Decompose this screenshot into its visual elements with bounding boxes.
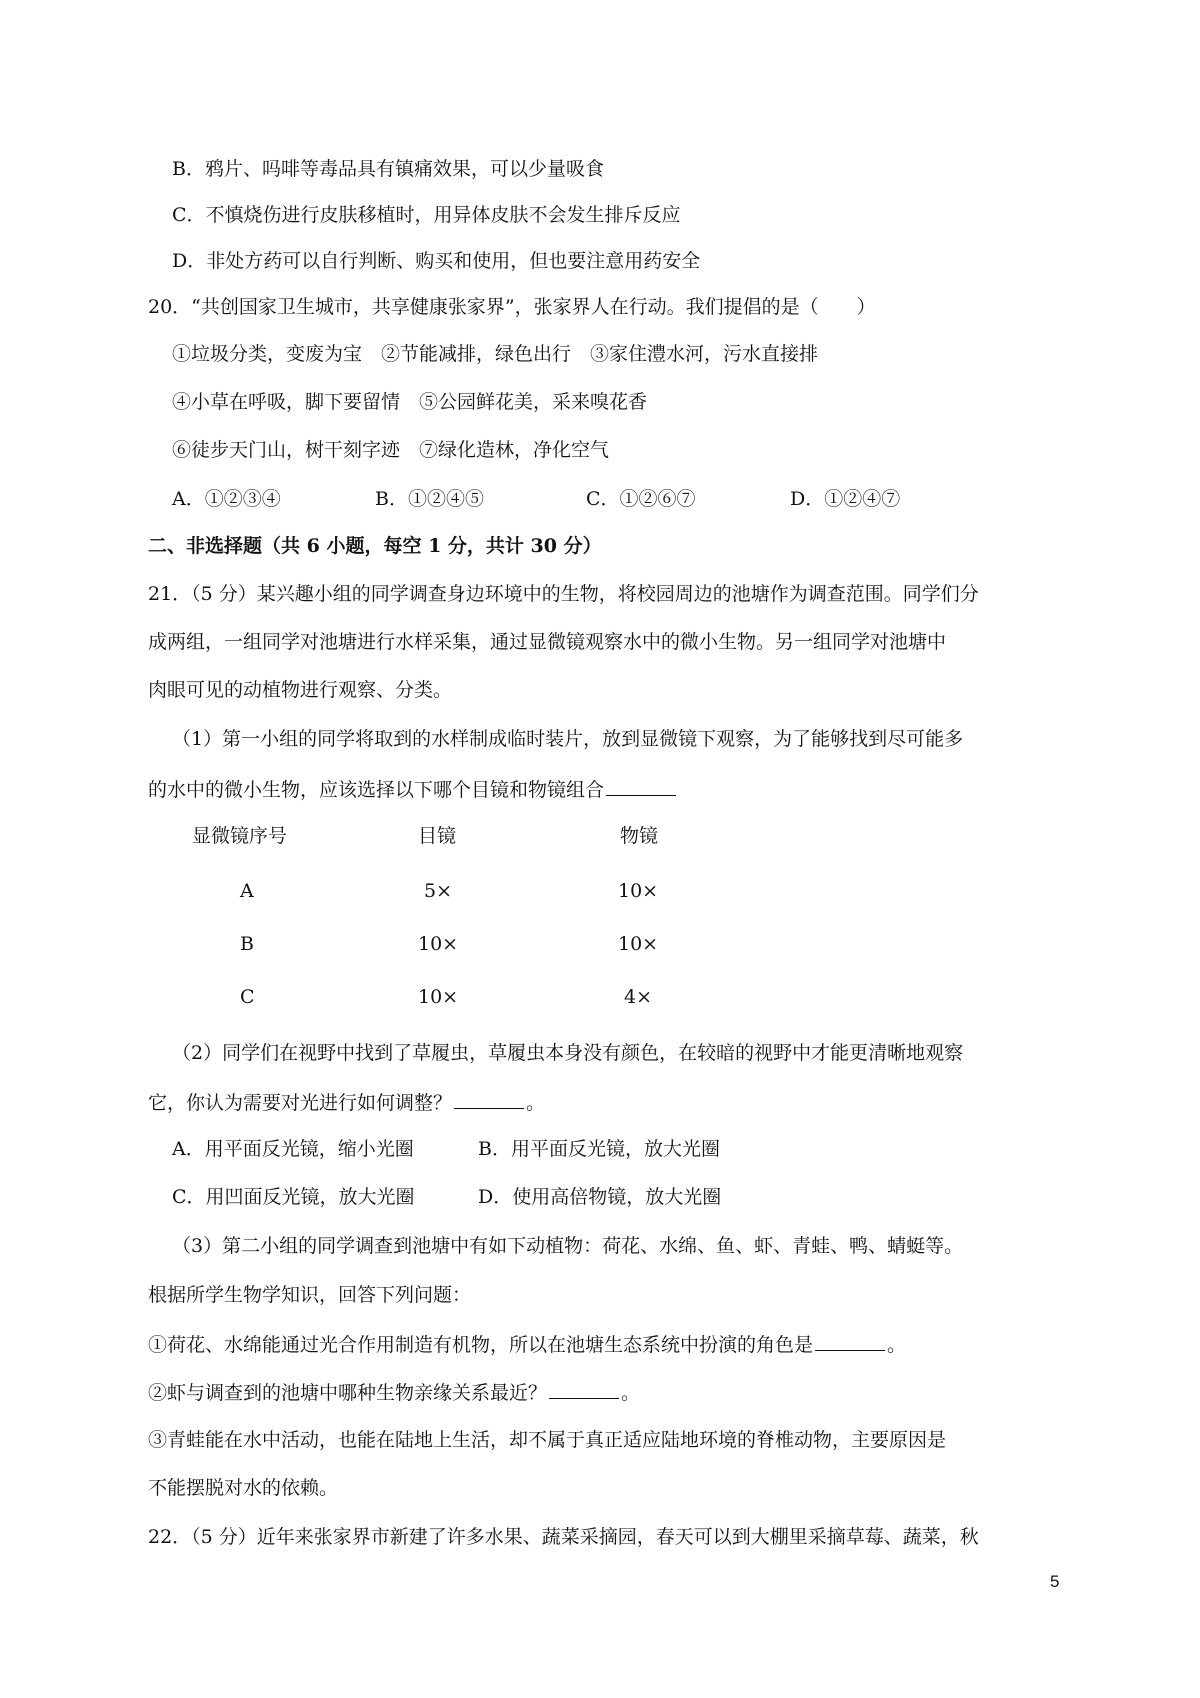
q21-stem-line-3: 肉眼可见的动植物进行观察、分类。 (148, 679, 453, 701)
q20-option-b: B．①②④⑤ (375, 488, 484, 510)
q21-part2-line-2 (148, 1088, 545, 1116)
table-cell-serial: A (240, 880, 254, 902)
q21-part3-line-2: 根据所学生物学知识，回答下列问题： (148, 1284, 472, 1306)
q22-stem-line-1: 22．（5 分）近年来张家界市新建了许多水果、蔬菜采摘园，春天可以到大棚里采摘草莓、蔬菜，秋 (148, 1526, 979, 1548)
q20-stem: 20．“共创国家卫生城市，共享健康张家界”，张家界人在行动。我们提倡的是（ ） (148, 296, 876, 318)
table-cell-serial: B (240, 933, 254, 955)
q21-part1-text: 的水中的微小生物，应该选择以下哪个目镜和物镜组合 (148, 779, 605, 801)
table-cell-eyepiece: 5× (424, 880, 453, 902)
q21-part1-line-2 (148, 775, 678, 803)
table-cell-eyepiece: 10× (418, 986, 459, 1008)
answer-blank (606, 775, 676, 796)
q20-option-c: C．①②⑥⑦ (586, 488, 696, 510)
table-cell-serial: C (240, 986, 255, 1008)
q21-part2-line-1: （2）同学们在视野中找到了草履虫，草履虫本身没有颜色，在较暗的视野中才能更清晰地观察 (172, 1042, 964, 1064)
table-cell-objective: 10× (618, 880, 659, 902)
answer-blank (815, 1330, 885, 1351)
q20-items-line-1: ①垃圾分类，变废为宝 ②节能减排，绿色出行 ③家住澧水河，污水直接排 (172, 343, 819, 365)
q21-part1-line-1: （1）第一小组的同学将取到的水样制成临时装片，放到显微镜下观察，为了能够找到尽可能多 (172, 728, 964, 750)
table-header-serial: 显微镜序号 (192, 825, 288, 847)
q21-part3-line-1: （3）第二小组的同学调查到池塘中有如下动植物：荷花、水绵、鱼、虾、青蛙、鸭、蜻蜓等。 (172, 1235, 964, 1257)
q19-option-d: D．非处方药可以自行判断、购买和使用，但也要注意用药安全 (172, 250, 701, 272)
q21-part3-q2-end: 。 (621, 1382, 641, 1404)
q20-option-a: A．①②③④ (172, 488, 281, 510)
q21-part3-q1-end: 。 (887, 1334, 907, 1356)
q21-part2-end: 。 (526, 1092, 546, 1114)
q21-part3-q3-line-1: ③青蛙能在水中活动，也能在陆地上生活，却不属于真正适应陆地环境的脊椎动物，主要原因是 (148, 1429, 947, 1451)
q21-part2-option-d: D．使用高倍物镜，放大光圈 (478, 1186, 722, 1208)
q21-part2-option-c: C．用凹面反光镜，放大光圈 (172, 1186, 415, 1208)
q21-stem-line-2: 成两组，一组同学对池塘进行水样采集，通过显微镜观察水中的微小生物。另一组同学对池塘中 (148, 631, 947, 653)
q21-part3-q2 (148, 1378, 640, 1406)
table-cell-objective: 10× (618, 933, 659, 955)
table-cell-eyepiece: 10× (418, 933, 459, 955)
q21-part3-q2-text: ②虾与调查到的池塘中哪种生物亲缘关系最近？ (148, 1382, 548, 1404)
q20-option-d: D．①②④⑦ (790, 488, 901, 510)
answer-blank (454, 1088, 524, 1109)
q19-option-b: B．鸦片、吗啡等毒品具有镇痛效果，可以少量吸食 (172, 158, 604, 180)
q19-option-c: C．不慎烧伤进行皮肤移植时，用异体皮肤不会发生排斥反应 (172, 204, 681, 226)
q21-part2-option-b: B．用平面反光镜，放大光圈 (478, 1138, 720, 1160)
section-heading: 二、非选择题（共 6 小题，每空 1 分，共计 30 分） (148, 535, 602, 557)
table-cell-objective: 4× (624, 986, 653, 1008)
q21-part2-option-a: A．用平面反光镜，缩小光圈 (172, 1138, 414, 1160)
q21-part2-text: 它，你认为需要对光进行如何调整？ (148, 1092, 453, 1114)
answer-blank (549, 1378, 619, 1399)
q21-part3-q3-line-2: 不能摆脱对水的依赖。 (148, 1477, 339, 1499)
q21-stem-line-1: 21．（5 分）某兴趣小组的同学调查身边环境中的生物，将校园周边的池塘作为调查范围。同学们分 (148, 583, 979, 605)
page-number: 5 (1050, 1572, 1060, 1591)
q20-items-line-3: ⑥徒步天门山，树干刻字迹 ⑦绿化造林，净化空气 (172, 439, 610, 461)
q21-part3-q1 (148, 1330, 906, 1358)
table-header-objective: 物镜 (620, 825, 659, 847)
q20-items-line-2: ④小草在呼吸，脚下要留情 ⑤公园鲜花美，采来嗅花香 (172, 391, 648, 413)
q21-part3-q1-text: ①荷花、水绵能通过光合作用制造有机物，所以在池塘生态系统中扮演的角色是 (148, 1334, 814, 1356)
table-header-eyepiece: 目镜 (418, 825, 457, 847)
